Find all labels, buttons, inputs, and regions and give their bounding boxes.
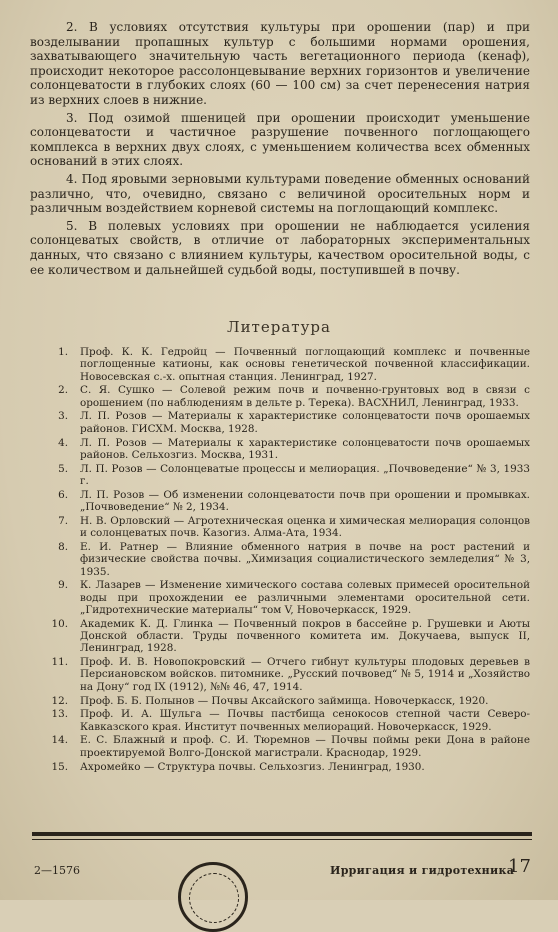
- reference-item: [30, 656, 530, 693]
- reference-item: [30, 489, 530, 514]
- page-number: 17: [508, 856, 531, 877]
- paragraph-4: 4. Под яровыми зерновыми культурами поведение обменных оснований различно, что, очевидно, связано с величиной оросительных норм и различным воздействием корневой системы на поглощающий комплекс.: [30, 171, 530, 216]
- reference-number: 9.: [58, 579, 68, 592]
- reference-number: 8.: [58, 540, 68, 553]
- reference-item: [30, 734, 530, 759]
- reference-text: Академик К. Д. Глинка — Почвенный покров в бассейне р. Грушевки и Аюты Донской области. Труды почвенного комитета им. Докучаева, выпуск II, Ленинград, 1928.: [80, 617, 530, 655]
- reference-text: Проф. И. А. Шульга — Почвы пастбища сенокосов степной части Северо-Кавказского края. Институт почвенных мелиораций. Новочеркасск, 1929.: [80, 708, 530, 733]
- reference-item: [30, 695, 530, 707]
- reference-number: 4.: [58, 436, 68, 449]
- reference-item: [30, 761, 530, 773]
- reference-number: 5.: [58, 462, 68, 475]
- conclusions-text: [30, 20, 530, 280]
- reference-item: [30, 618, 530, 655]
- paragraph-3: 3. Под озимой пшеницей при орошении происходит уменьшение солонцеватости и частичное разрушение почвенного поглощающего комплекса в верхних двух слоях, с уменьшением количества всех обменных оснований в этих слоях.: [30, 110, 530, 169]
- paragraph-2: 2. В условиях отсутствия культуры при орошении (пар) и при возделывании пропашных культур с большими нормами орошения, захватывающего значительную часть вегетационного периода (кенаф), происходит некоторое рассолонцевывание верхних горизонтов и увеличение солонцеватости в глубоких слоях (60 — 100 см) за счет перенесения натрия из верхних слоев в нижние.: [30, 20, 530, 107]
- reference-item: [30, 410, 530, 435]
- reference-text: Проф. К. К. Гедройц — Почвенный поглощающий комплекс и почвенные поглощенные катионы, как основы генетической почвенной классификации. Новосевская с.-х. опытная станция. Ленинград, 1927.: [80, 346, 530, 383]
- paragraph-5: 5. В полевых условиях при орошении не наблюдается усиления солонцеватых свойств, в отличие от лабораторных экспериментальных данных, что связано с влиянием культуры, качеством оросительной воды, с ее количеством и дальнейшей судьбой воды, поступившей в почву.: [30, 218, 530, 277]
- library-stamp: [178, 862, 248, 932]
- reference-text: Л. П. Розов — Солонцеватые процессы и мелиорация. „Почвоведение“ № 3, 1933 г.: [80, 462, 530, 487]
- reference-text: Проф. Б. Б. Полынов — Почвы Аксайского займища. Новочеркасск, 1920.: [80, 694, 489, 707]
- reference-text: Л. П. Розов — Материалы к характеристике солонцеватости почв орошаемых районов. ГИСХМ. Москва, 1928.: [80, 410, 530, 435]
- reference-text: К. Лазарев — Изменение химического состава солевых примесей оросительной воды при прохождении ее различными элементами оросительной сети. „Гидротехнические материалы“ том V, Новочеркасск, 1929.: [80, 579, 530, 616]
- reference-item: [30, 437, 530, 462]
- reference-text: Проф. И. В. Новопокровский — Отчего гибнут культуры плодовых деревьев в Персиановском войсков. питомнике. „Русский почвовед“ № 5, 1914 и „Хозяйство на Дону“ год IX (1912), №№ 46, 47, 1914.: [80, 656, 530, 693]
- page-footer: [0, 852, 558, 900]
- footer-rule-thick: [32, 832, 532, 836]
- reference-number: 14.: [51, 734, 68, 747]
- print-number: 2—1576: [34, 864, 80, 877]
- reference-item: [30, 541, 530, 578]
- reference-number: 13.: [51, 708, 68, 721]
- footer-rule-thin: [32, 839, 532, 840]
- reference-text: Ахромейко — Структура почвы. Сельхозгиз. Ленинград, 1930.: [80, 760, 425, 773]
- reference-item: [30, 515, 530, 540]
- reference-number: 6.: [58, 488, 68, 501]
- reference-number: 15.: [51, 760, 68, 773]
- running-title: Ирригация и гидротехника: [330, 864, 515, 877]
- reference-text: Е. С. Блажный и проф. С. И. Тюремнов — Почвы поймы реки Дона в районе проектируемой Волго-Донской магистрали. Краснодар, 1929.: [80, 734, 530, 759]
- reference-item: [30, 708, 530, 733]
- reference-number: 12.: [51, 694, 68, 707]
- reference-number: 10.: [51, 617, 68, 630]
- reference-number: 11.: [51, 656, 68, 669]
- reference-number: 1.: [58, 346, 68, 358]
- reference-number: 3.: [58, 410, 68, 423]
- reference-item: [30, 463, 530, 488]
- references-list: [30, 346, 530, 774]
- reference-item: [30, 346, 530, 383]
- reference-text: Л. П. Розов — Материалы к характеристике солонцеватости почв орошаемых районов. Сельхозгиз. Москва, 1931.: [80, 436, 530, 461]
- reference-number: 2.: [58, 384, 68, 397]
- reference-text: Л. П. Розов — Об изменении солонцеватости почв при орошении и промывках. „Почвоведение“ № 2, 1934.: [80, 488, 530, 514]
- reference-text: С. Я. Сушко — Солевой режим почв и почвенно-грунтовых вод в связи с орошением (по наблюдениям в дельте р. Терека). ВАСХНИЛ, Ленинград, 1933.: [80, 384, 530, 409]
- reference-text: Н. В. Орловский — Агротехническая оценка и химическая мелиорация солонцов и солонцеватых почв. Казогиз. Алма-Ата, 1934.: [80, 514, 530, 540]
- reference-text: Е. И. Ратнер — Влияние обменного натрия в почве на рост растений и физические свойства почвы. „Химизация социалистического земледелия“ № 3, 1935.: [80, 540, 530, 578]
- reference-item: [30, 384, 530, 409]
- reference-number: 7.: [58, 514, 68, 527]
- reference-item: [30, 579, 530, 616]
- literature-heading: Литература: [227, 318, 331, 336]
